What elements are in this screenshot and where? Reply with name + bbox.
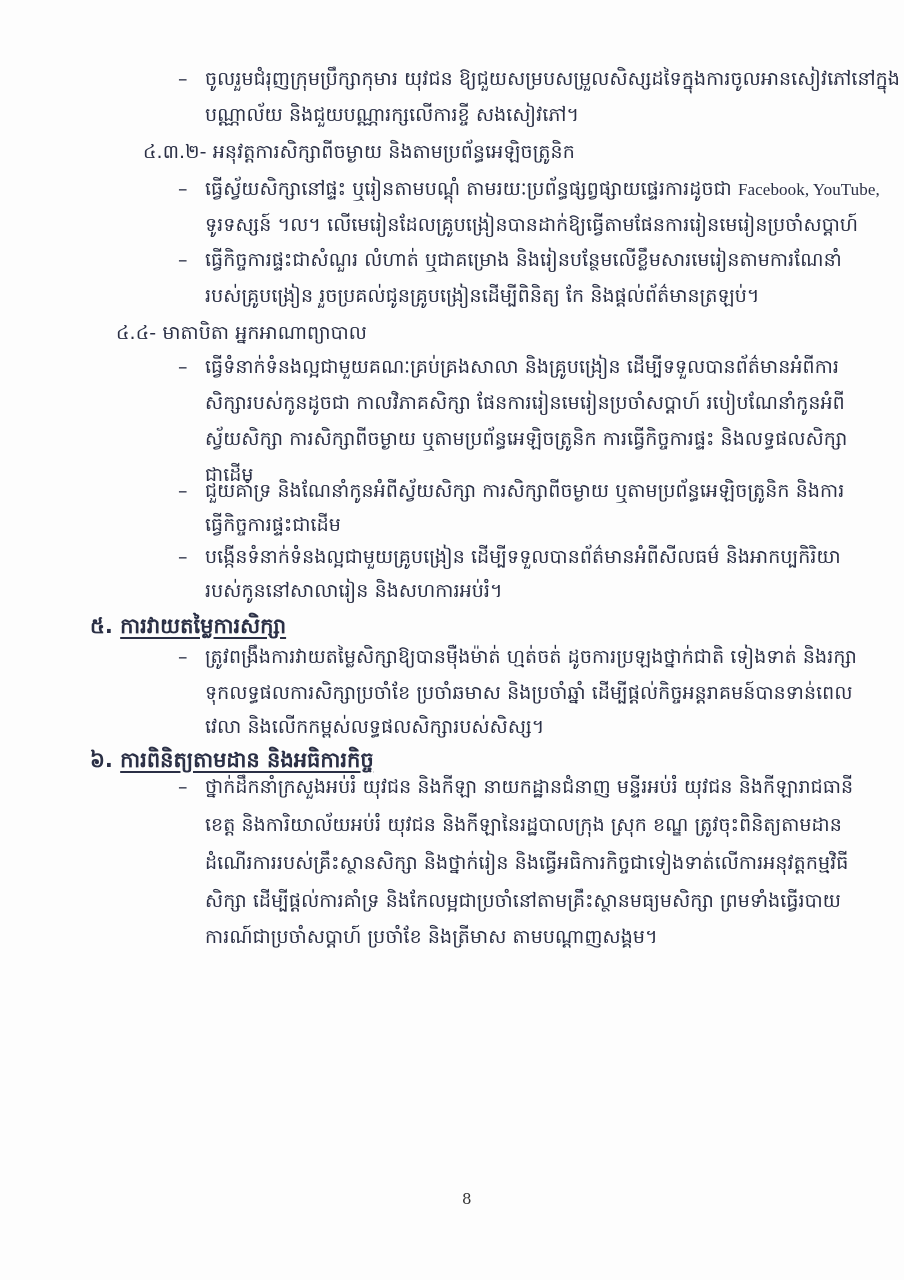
paragraph-line: របស់គ្រូបង្រៀន រួចប្រគល់ជូនគ្រូបង្រៀនដើម្បីពិនិត្យ កែ និងផ្តល់ព័ត៌មានត្រឡប់។ <box>205 285 760 307</box>
paragraph-line: ត្រូវពង្រឹងការវាយតម្លៃសិក្សាឱ្យបានម៉ឺងម៉ាត់ ហ្មត់ចត់ ដូចការប្រឡងថ្នាក់ជាតិ ទៀងទាត់ និងរក្សា <box>205 646 857 668</box>
paragraph-line: វេលា និងលើកកម្ពស់លទ្ធផលសិក្សារបស់សិស្ស។ <box>205 716 545 738</box>
section-number: ៥. <box>90 614 113 638</box>
paragraph-line: ធ្វើកិច្ចការផ្ទះជាដើម <box>205 514 341 536</box>
paragraph-line: សិក្សារបស់កូនដូចជា កាលវិភាគសិក្សា ផែនការរៀនមេរៀនប្រចាំសប្តាហ៍ របៀបណែនាំកូនអំពី <box>205 392 845 414</box>
section-title: ការវាយតម្លៃការសិក្សា <box>120 614 287 638</box>
paragraph-line: ចូលរួមជំរុញក្រុមប្រឹក្សាកុមារ យុវជន ឱ្យជួយសម្របសម្រួលសិស្សដទៃក្នុងការចូលអានសៀវភៅនៅក្នុង <box>205 68 900 90</box>
platform-names: Facebook, YouTube, <box>737 180 880 199</box>
paragraph-line: បង្កើនទំនាក់ទំនងល្អជាមួយគ្រូបង្រៀន ដើម្បីទទួលបានព័ត៌មានអំពីសីលធម៌ និងអាកប្បកិរិយា <box>205 546 841 568</box>
paragraph-line: របស់កូននៅសាលារៀន និងសហការអប់រំ។ <box>205 580 503 602</box>
section-title: ការពិនិត្យតាមដាន និងអធិការកិច្ច <box>120 748 374 772</box>
paragraph-line: ជាដើម <box>205 464 254 486</box>
paragraph-line: ការណ៍ជាប្រចាំសប្តាហ៍ ប្រចាំខែ និងត្រីមាស តាមបណ្តាញសង្គម។ <box>205 926 658 948</box>
paragraph-line: ខេត្ត និងការិយាល័យអប់រំ យុវជន និងកីឡានៃរដ្ឋបាលក្រុង ស្រុក ខណ្ឌ ត្រូវចុះពិនិត្យតាមដាន <box>205 814 842 836</box>
bullet-dash: – <box>178 646 188 668</box>
bullet-dash: – <box>178 776 188 798</box>
paragraph-line: ទូរទស្សន៍ ។ល។ លើមេរៀនដែលគ្រូបង្រៀនបានដាក់ឱ្យធ្វើតាមផែនការរៀនមេរៀនប្រចាំសប្តាហ៍ <box>205 214 859 236</box>
paragraph-line: ទុកលទ្ធផលការសិក្សាប្រចាំខែ ប្រចាំឆមាស និងប្រចាំឆ្នាំ ដើម្បីផ្តល់កិច្ចអន្តរាគមន៍បានទាន់ពេល <box>205 682 853 704</box>
paragraph-line: ដំណើរការរបស់គ្រឹះស្ថានសិក្សា និងថ្នាក់រៀន និងធ្វើអធិការកិច្ចជាទៀងទាត់លើការអនុវត្តកម្មវិធី <box>205 852 849 874</box>
paragraph-line: ធ្វើកិច្ចការផ្ទះជាសំណួរ លំហាត់ ឬជាគម្រោង និងរៀនបន្ថែមលើខ្លឹមសារមេរៀនតាមការណែនាំ <box>205 249 842 271</box>
paragraph-line <box>205 172 880 207</box>
paragraph-line: ជួយគាំទ្រ និងណែនាំកូនអំពីស្វ័យសិក្សា ការសិក្សាពីចម្ងាយ ឬតាមប្រព័ន្ធអេឡិចត្រូនិក និងការ <box>205 480 845 502</box>
paragraph-line: ថ្នាក់ដឹកនាំក្រសួងអប់រំ យុវជន និងកីឡា នាយកដ្ឋានជំនាញ មន្ទីរអប់រំ យុវជន និងកីឡារាជធានី <box>205 776 854 798</box>
paragraph-line: បណ្ណាល័យ និងជួយបណ្ណារក្សលើការខ្ចី សងសៀវភៅ។ <box>205 104 580 126</box>
subsection-heading-4-3-2: ៤.៣.២- អនុវត្តការសិក្សាពីចម្ងាយ និងតាមប្រព័ន្ធអេឡិចត្រូនិក <box>143 141 575 163</box>
line-text: ធ្វើស្វ័យសិក្សានៅផ្ទះ ឬរៀនតាមបណ្ដុំ តាមរយៈប្រព័ន្ធផ្សព្វផ្សាយផ្ទេរការដូចជា <box>205 178 738 200</box>
bullet-dash: – <box>178 249 188 271</box>
bullet-dash: – <box>178 546 188 568</box>
subsection-heading-4-4: ៤.៤- មាតាបិតា អ្នកអាណាព្យាបាល <box>116 322 368 344</box>
section-heading-5 <box>90 608 286 644</box>
bullet-dash: – <box>178 68 188 90</box>
bullet-dash: – <box>178 178 188 200</box>
bullet-dash: – <box>178 480 188 502</box>
paragraph-line: ស្វ័យសិក្សា ការសិក្សាពីចម្ងាយ ឬតាមប្រព័ន្ធអេឡិចត្រូនិក ការធ្វើកិច្ចការផ្ទះ និងលទ្ធផលសិក្សា <box>205 428 848 450</box>
section-number: ៦. <box>90 748 113 772</box>
paragraph-line: សិក្សា ដើម្បីផ្តល់ការគាំទ្រ និងកែលម្អជាប្រចាំនៅតាមគ្រឹះស្ថានមធ្យមសិក្សា ព្រមទាំងធ្វើរបាយ <box>205 890 842 912</box>
paragraph-line: ធ្វើទំនាក់ទំនងល្អជាមួយគណៈគ្រប់គ្រងសាលា និងគ្រូបង្រៀន ដើម្បីទទួលបានព័ត៌មានអំពីការ <box>205 356 840 378</box>
page-number: 8 <box>462 1190 472 1208</box>
bullet-dash: – <box>178 356 188 378</box>
